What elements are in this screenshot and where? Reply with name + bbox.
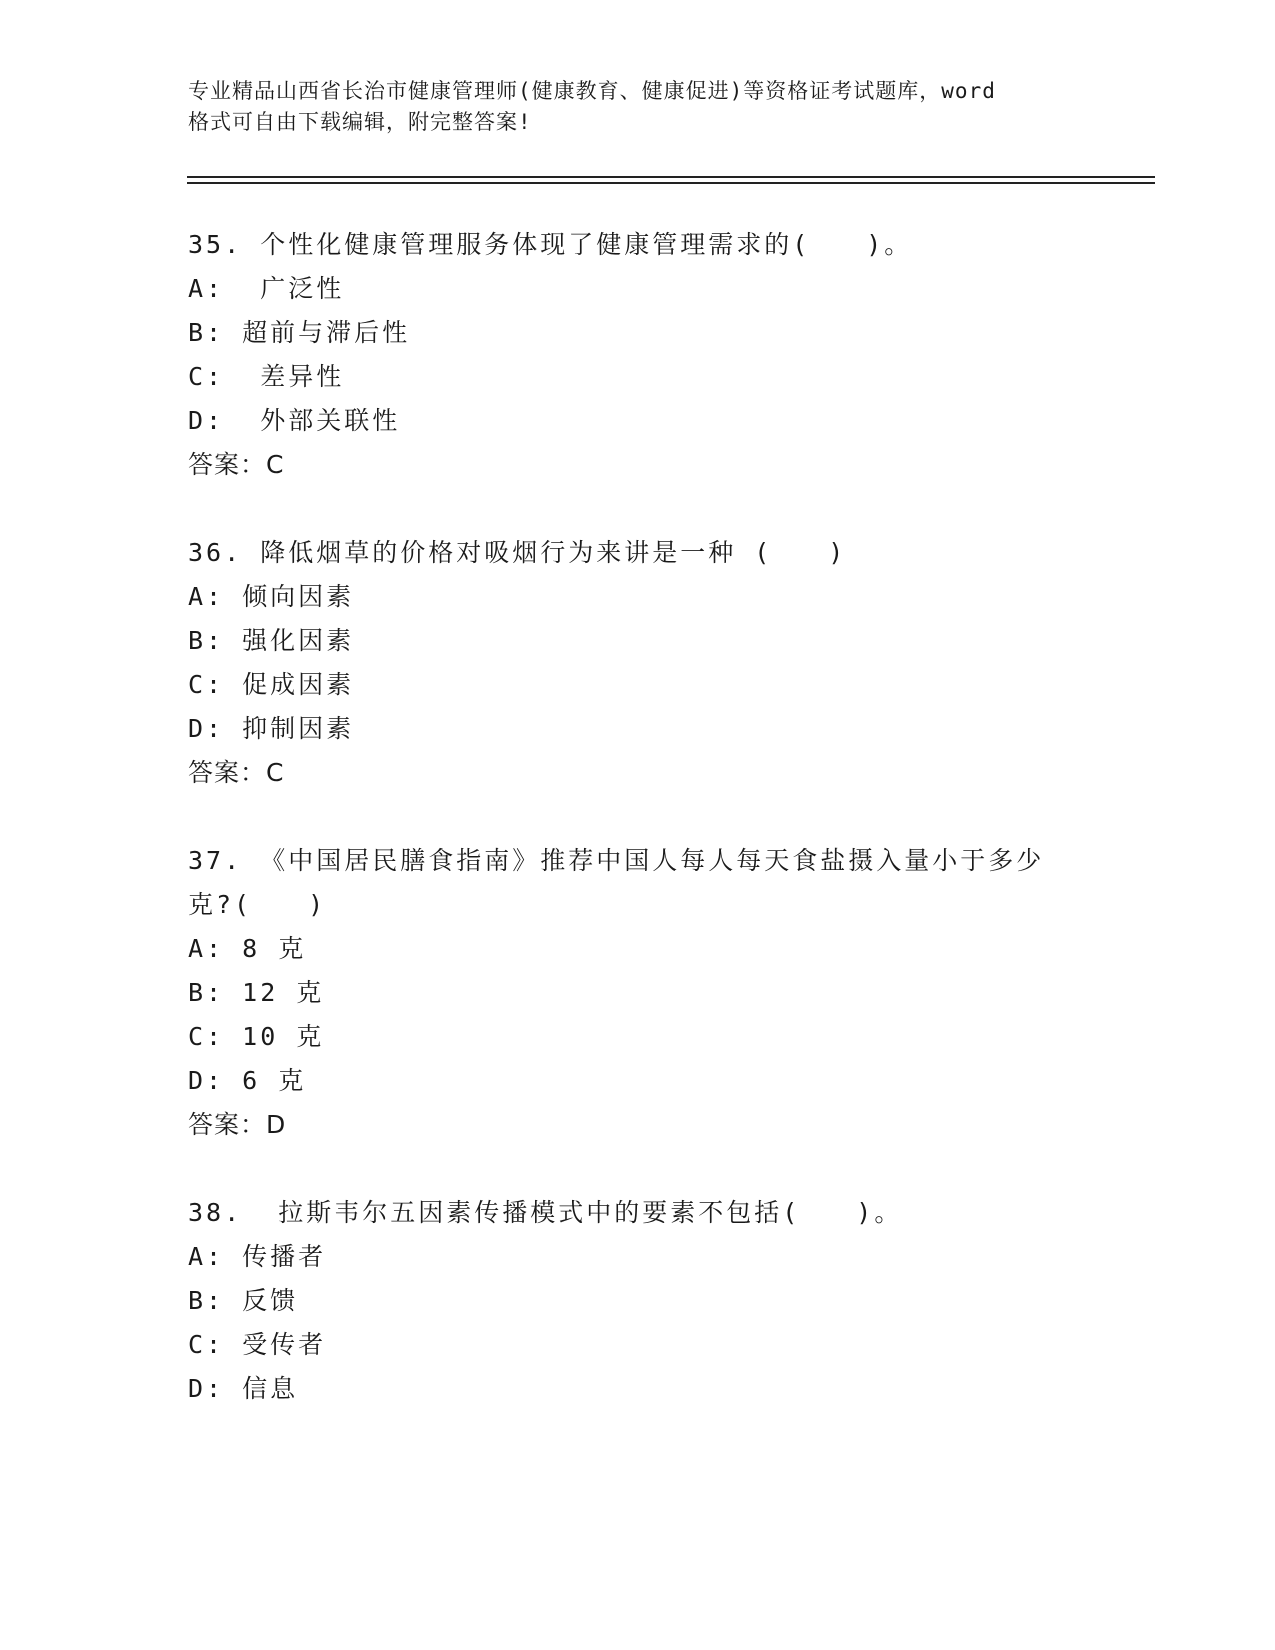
option-d: D: 抑制因素	[188, 714, 355, 743]
option-a: A: 倾向因素	[188, 582, 355, 611]
question-stem: 35. 个性化健康管理服务体现了健康管理需求的( )。	[188, 230, 913, 259]
option-a: A: 8 克	[188, 934, 307, 963]
header-text	[188, 76, 1088, 138]
option-b: B: 12 克	[188, 978, 325, 1007]
option-b: B: 反馈	[188, 1286, 299, 1315]
option-c: C: 受传者	[188, 1330, 327, 1359]
header-divider-top	[187, 176, 1155, 178]
option-c: C: 促成因素	[188, 670, 355, 699]
option-a: A: 传播者	[188, 1242, 327, 1271]
question-stem: 36. 降低烟草的价格对吸烟行为来讲是一种 ( )	[188, 538, 847, 567]
option-d: D: 信息	[188, 1374, 299, 1403]
answer-label: 答案：C	[188, 450, 285, 479]
option-b: B: 超前与滞后性	[188, 318, 411, 347]
question-stem-line-1: 37. 《中国居民膳食指南》推荐中国人每人每天食盐摄入量小于多少	[188, 846, 1045, 875]
option-d: D: 外部关联性	[188, 406, 401, 435]
question-stem-line-2: 克?( )	[188, 890, 327, 919]
header-divider-bottom	[187, 182, 1155, 184]
header-line-2: 格式可自由下载编辑，附完整答案!	[188, 110, 532, 134]
option-a: A: 广泛性	[188, 274, 345, 303]
answer-label: 答案：C	[188, 758, 285, 787]
option-c: C: 差异性	[188, 362, 345, 391]
option-c: C: 10 克	[188, 1022, 325, 1051]
question-stem: 38. 拉斯韦尔五因素传播模式中的要素不包括( )。	[188, 1198, 903, 1227]
option-d: D: 6 克	[188, 1066, 307, 1095]
answer-label: 答案：D	[188, 1110, 287, 1139]
option-b: B: 强化因素	[188, 626, 355, 655]
header-line-1: 专业精品山西省长治市健康管理师(健康教育、健康促进)等资格证考试题库，word	[188, 79, 996, 103]
